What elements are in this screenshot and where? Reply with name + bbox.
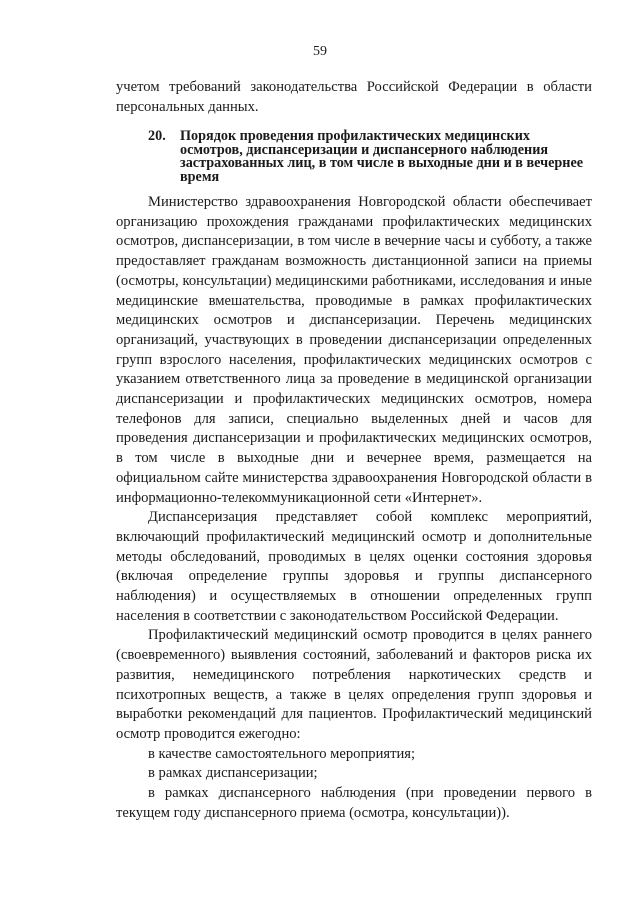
continuation-paragraph (116, 78, 592, 117)
paragraph-dispensarization: Диспансеризация представляет собой комплекс мероприятий, включающий профилактический медицинский осмотр и дополнительные методы обследований, проводимых в целях оценки состояния здоровья (включая определение группы здоровья и группы диспансерного наблюдения) и осуществляемых в отношении определенных групп населения в соответствии с законодательством Российской Федерации. (116, 509, 592, 624)
section-heading (148, 130, 592, 184)
section-body (116, 193, 592, 824)
paragraph-preventive-exam: Профилактический медицинский осмотр проводится в целях раннего (своевременного) выявления состояний, заболеваний и факторов риска их развития, немедицинского потребления наркотических средств и психотропных веществ, а также в целях определения групп здоровья и выработки рекомендаций для пациентов. Профилактический медицинский осмотр проводится ежегодно: (116, 627, 592, 742)
paragraph-ministry: Министерство здравоохранения Новгородской области обеспечивает организацию прохождения гражданами профилактических медицинских осмотров, диспансеризации, в том числе в вечерние часы и субботу, а также предоставляет гражданам возможность дистанционной записи на приемы (осмотры, консультации) медицинскими работниками, исследования и иные медицинские вмешательства, проводимые в рамках профилактических медицинских осмотров и диспансеризации. Перечень медицинских организаций, участвующих в проведении диспансеризации определенных групп взрослого населения, профилактических медицинских осмотров с указанием ответственного лица за проведение в медицинской организации диспансеризации и профилактических медицинских осмотров, номера телефонов для записи, специально выделенных дней и часов для проведения диспансеризации и профилактических медицинских осмотров, в том числе в выходные дни и вечернее время, размещается на официальном сайте министерства здравоохранения Новгородской области в информационно-телекоммуникационной сети «Интернет». (116, 194, 592, 506)
list-item-dispensarization: в рамках диспансеризации; (148, 765, 318, 782)
list-item-standalone: в качестве самостоятельного мероприятия; (148, 745, 416, 762)
section-title: Порядок проведения профилактических медицинских осмотров, диспансеризации и диспансерного наблюдения застрахованных лиц, в том числе в выходные дни и в вечернее время (180, 128, 584, 185)
list-item-observation: в рамках диспансерного наблюдения (при проведении первого в текущем году диспансерного приема (осмотра, консультации)). (116, 785, 592, 821)
continuation-text: учетом требований законодательства Российской Федерации в области персональных данных. (116, 79, 592, 115)
page-number: 59 (313, 44, 327, 59)
section-number: 20. (148, 128, 166, 144)
